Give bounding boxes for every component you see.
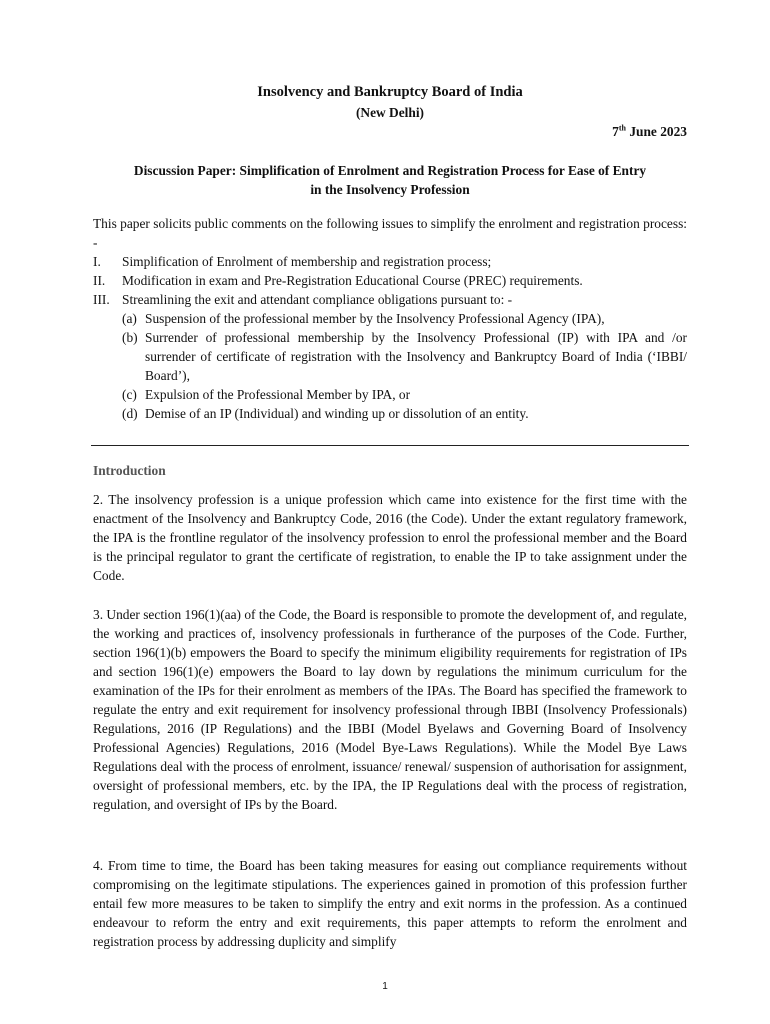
list-item-text: Modification in exam and Pre-Registration Educational Course (PREC) requirements. [122, 273, 583, 288]
intro-text: This paper solicits public comments on the following issues to simplify the enrolment and registration process: - [93, 216, 687, 250]
list-item-text: Streamlining the exit and attendant compliance obligations pursuant to: - [122, 292, 513, 307]
date-day: 7 [612, 124, 619, 139]
sub-list-item [122, 404, 687, 423]
page-number: 1 [382, 981, 388, 992]
list-item-number: III. [93, 292, 110, 307]
sub-list-item-text: Suspension of the professional member by the Insolvency Professional Agency (IPA), [145, 311, 605, 326]
document-date [93, 122, 687, 141]
paper-title-line-1: Discussion Paper: Simplification of Enrolment and Registration Process for Ease of Entry [133, 163, 647, 178]
sub-list-item [122, 385, 687, 404]
sub-list-item-text: Surrender of professional membership by the Insolvency Professional (IP) with IPA and /or surrender of certificate of registration with the Insolvency and Bankruptcy Board of India (‘IBBI/ Board’), [145, 330, 687, 383]
date-suffix: th [618, 123, 626, 133]
sub-list-item-label: (c) [122, 387, 137, 402]
paragraph-2: 2. The insolvency profession is a unique profession which came into existence for the first time with the enactment of the Insolvency and Bankruptcy Code, 2016 (the Code). Under the extant regulatory framework, the IPA is the frontline regulator of the insolvency profession to enrol the professional member and the Board is the principal regulator to grant the certificate of registration, to enable the IP to take assignment under the Code. [93, 492, 687, 583]
list-item [93, 252, 687, 271]
document-location: (New Delhi) [355, 105, 425, 120]
sub-list-item-text: Expulsion of the Professional Member by IPA, or [145, 387, 411, 402]
sub-list-item-text: Demise of an IP (Individual) and winding up or dissolution of an entity. [145, 406, 529, 421]
sub-list-item-label: (a) [122, 311, 137, 326]
list-item-text: Simplification of Enrolment of membership and registration process; [122, 254, 492, 269]
list-item-number: I. [93, 254, 101, 269]
section-divider [91, 445, 689, 446]
paragraph-4: 4. From time to time, the Board has been taking measures for easing out compliance requirements without compromising on the legitimate stipulations. The experiences gained in promotion of this profession further entail few more measures to be taken to simplify the entry and exit norms in the profession. As a continued endeavour to reform the entry and exit requirements, this paper attempts to reform the enrolment and registration process by addressing duplicity and simplify [93, 858, 687, 949]
paragraph-3: 3. Under section 196(1)(aa) of the Code, the Board is responsible to promote the development of, and regulate, the working and practices of, insolvency professionals in furtherance of the purposes of the Code. Further, section 196(1)(b) empowers the Board to specify the minimum eligibility requirements for registration of IPs and section 196(1)(e) empowers the Board to lay down by regulations the minimum curriculum for the examination of the IPs for their enrolment as members of the IPAs. The Board has specified the framework to regulate the entry and exit requirement for insolvency professional through IBBI (Insolvency Professionals) Regulations, 2016 (IP Regulations) and the IBBI (Model Byelaws and Governing Board of Insolvency Professional Agencies) Regulations, 2016 (Model Bye-Laws Regulations). While the Model Bye Laws Regulations deal with the process of enrolment, issuance/ renewal/ suspension of authorisation for assignment, oversight of professional members, etc. by the IPA, the IP Regulations deal with the process of registration, regulation, and oversight of IPs by the Board. [93, 607, 687, 812]
sub-list-item-label: (b) [122, 330, 138, 345]
list-item-number: II. [93, 273, 106, 288]
date-month-year: June 2023 [625, 124, 687, 139]
introduction-heading: Introduction [93, 463, 166, 478]
paper-title-line-2: in the Insolvency Profession [310, 182, 470, 197]
sub-list-item [122, 309, 687, 328]
sub-list-item [122, 328, 687, 385]
paper-title [93, 161, 687, 199]
issue-list [93, 252, 687, 423]
list-item [93, 271, 687, 290]
document-title: Insolvency and Bankruptcy Board of India [257, 84, 523, 100]
sub-list-item-label: (d) [122, 406, 138, 421]
list-item [93, 290, 687, 309]
